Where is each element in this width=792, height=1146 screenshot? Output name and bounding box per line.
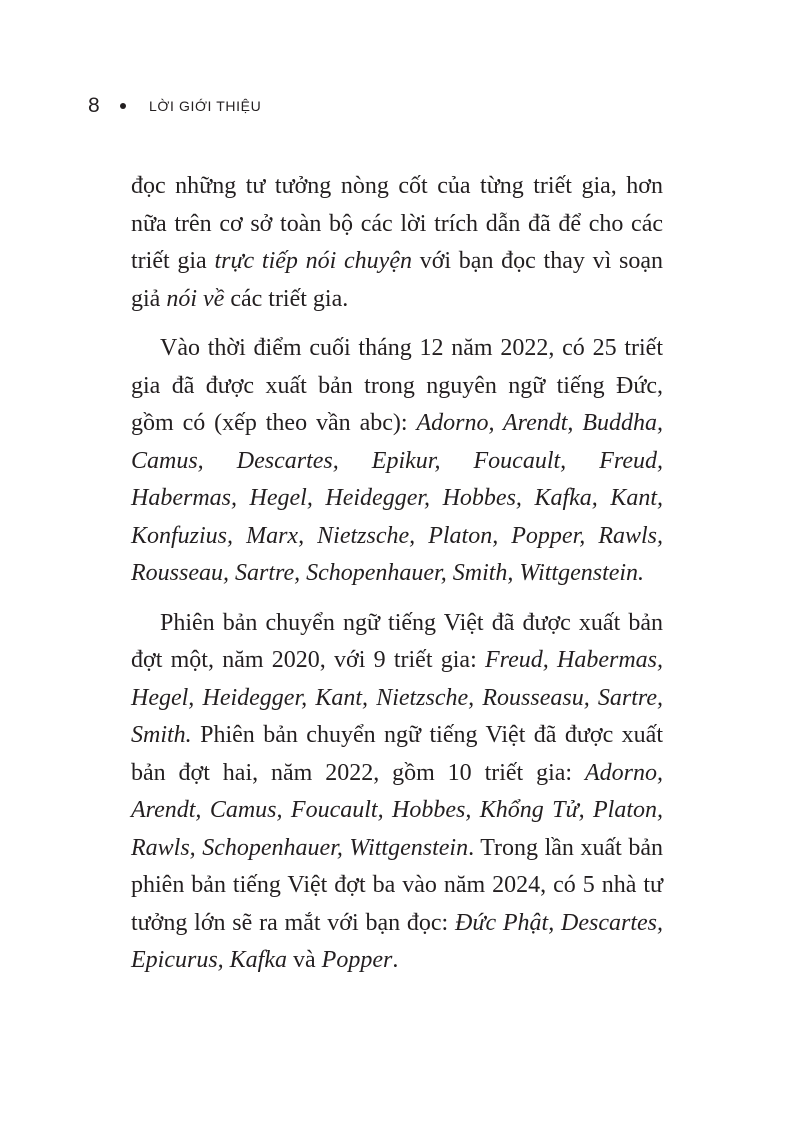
text-run: các triết gia. (224, 285, 349, 312)
text-run: Phiên bản chuyển ngữ tiếng Việt đã được xuất bản đợt hai, năm 2022, gồm 10 triết gia: (131, 722, 663, 786)
running-head (88, 94, 261, 118)
paragraph-3 (131, 605, 663, 980)
text-run: . (392, 947, 399, 973)
bullet-separator (120, 103, 126, 109)
italic-run: trực tiếp nói chuyện (214, 248, 412, 274)
page-number: 8 (88, 94, 100, 117)
text-run: và (287, 947, 322, 973)
text-run: với bạn đọc thay vì soạn giả (131, 248, 663, 312)
section-title: LỜI GIỚI THIỆU (149, 98, 262, 114)
italic-run: Popper (321, 947, 393, 973)
italic-run: Adorno, Arendt, Camus, Foucault, Hobbes, Khổng Tử, Platon, Rawls, Schopenhauer, Wittgenstein (131, 759, 663, 861)
italic-run: Freud, Habermas, Hegel, Heidegger, Kant, Nietzsche, Rousseasu, Sartre, Smith. (131, 647, 663, 748)
italic-run: Đức Phật, Descartes, Epicurus, Kafka (131, 909, 663, 973)
text-run: đọc những tư tưởng nòng cốt của từng triết gia, hơn nữa trên cơ sở toàn bộ các lời trích dẫn đã để cho các triết gia (131, 173, 663, 274)
body-text (131, 168, 663, 992)
paragraph-2 (131, 330, 663, 593)
paragraph-1 (131, 168, 663, 318)
italic-run: Adorno, Arendt, Buddha, Camus, Descartes, Epikur, Foucault, Freud, Habermas, Hegel, Heidegger, Hobbes, Kafka, Kant, Konfuzius, Marx, Nietzsche, Platon, Popper, Rawls, Rousseau, Sartre, Schopenhauer, Smith, Wittgenstein. (131, 410, 663, 586)
text-run: Vào thời điểm cuối tháng 12 năm 2022, có 25 triết gia đã được xuất bản trong nguyên ngữ tiếng Đức, gồm có (xếp theo vần abc): (131, 335, 663, 436)
text-run: . Trong lần xuất bản phiên bản tiếng Việt đợt ba vào năm 2024, có 5 nhà tư tưởng lớn sẽ ra mắt với bạn đọc: (131, 834, 664, 936)
text-run: Phiên bản chuyển ngữ tiếng Việt đã được xuất bản đợt một, năm 2020, với 9 triết gia: (131, 609, 663, 673)
italic-run: nói về (166, 285, 225, 312)
